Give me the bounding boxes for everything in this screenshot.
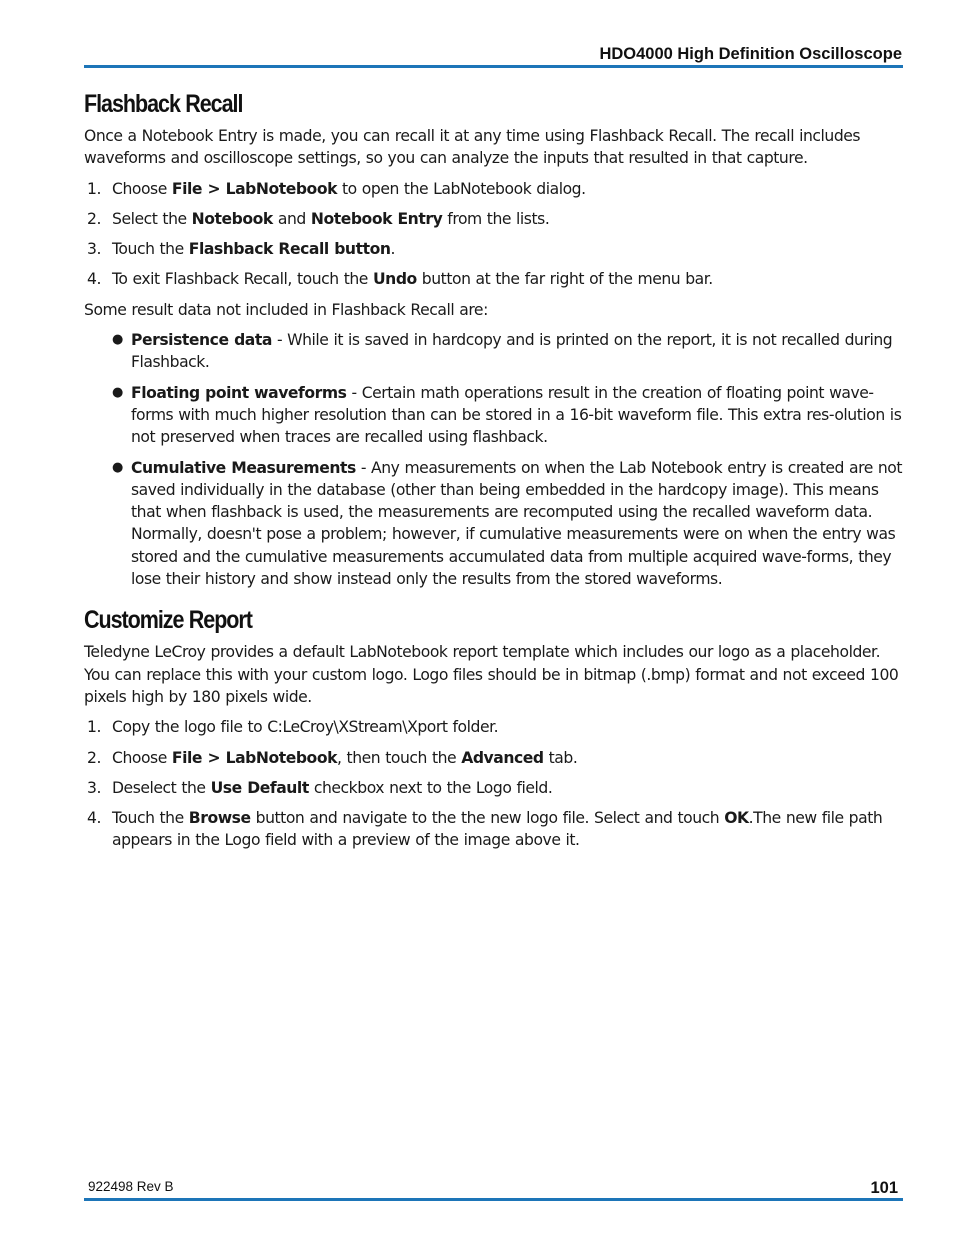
bullet-icon: ● — [112, 332, 123, 348]
list-item — [84, 747, 903, 769]
step-text: Select the — [112, 209, 192, 228]
step-text: tab. — [543, 748, 578, 767]
customize-steps — [84, 716, 903, 851]
list-item — [84, 208, 903, 230]
step-bold: Notebook Entry — [310, 209, 443, 228]
footer-rule — [84, 1198, 903, 1201]
flashback-intro: Once a Notebook Entry is made, you can recall it at any time using Flashback Recall. The recall includes waveforms and oscilloscope settings, so you can analyze the inputs that resulted in that capture. — [84, 127, 861, 168]
customize-intro: Teledyne LeCroy provides a default LabNotebook report template which includes our logo as a placeholder. You can replace this with your custom logo. Logo files should be in bitmap (.bmp) format and not exceed 100 pixels high by 180 pixels wide. — [84, 643, 899, 706]
step-number: 1. — [87, 179, 101, 198]
step-bold: Advanced — [461, 748, 544, 767]
step-number: 2. — [87, 748, 101, 767]
step-bold: Notebook — [191, 209, 273, 228]
list-item — [84, 268, 903, 290]
bullet-term: Floating point waveforms — [131, 383, 347, 402]
list-item — [84, 382, 903, 449]
running-header: HDO4000 High Definition Oscilloscope — [599, 45, 902, 63]
list-item — [84, 329, 903, 374]
step-text: Copy the logo file to C:LeCroy\XStream\Xport folder. — [112, 718, 499, 737]
section-heading-flashback: Flashback Recall — [84, 90, 243, 118]
page-number: 101 — [870, 1179, 898, 1197]
list-item — [84, 238, 903, 260]
header-rule — [84, 65, 903, 68]
step-text: to open the LabNotebook dialog. — [337, 179, 586, 198]
bullet-text: - Certain math operations result in the creation of floating point wave-forms with much higher resolution than can be stored in a 16-bit waveform file. This extra res-olution is not preserved when traces are recalled using flashback. — [131, 383, 902, 447]
step-text: Choose — [112, 179, 172, 198]
step-number: 3. — [87, 778, 101, 797]
flashback-steps — [84, 178, 903, 291]
step-text: Deselect the — [112, 778, 211, 797]
step-text: Touch the — [112, 809, 189, 828]
bullet-icon: ● — [112, 384, 123, 400]
step-number: 4. — [87, 809, 101, 828]
step-text: button at the far right of the menu bar. — [416, 270, 713, 289]
step-text: from the lists. — [442, 209, 550, 228]
step-text: , then touch the — [337, 748, 462, 767]
step-number: 4. — [87, 270, 101, 289]
step-bold: Flashback Recall button — [188, 240, 391, 259]
step-text: button and navigate to the the new logo file. Select and touch — [250, 809, 725, 828]
step-text: checkbox next to the Logo field. — [308, 778, 553, 797]
list-item — [84, 457, 903, 591]
step-bold: OK — [724, 809, 749, 828]
flashback-bullets — [84, 329, 903, 590]
bullet-text: - Any measurements on when the Lab Notebook entry is created are not saved individually in the database (other than being embedded in the hardcopy image). This means that when flashback is used, the measurements are recomputed using the recalled waveform data. Normally, doesn't pose a problem; however, if cumulative measurements were on when the entry was stored and the cumulative measurements accumulated data from multiple acquired wave-forms, they lose their history and show instead only the results from the stored waveforms. — [131, 458, 903, 589]
bullet-term: Cumulative Measurements — [131, 458, 356, 477]
step-text: Choose — [112, 748, 172, 767]
step-bold: Use Default — [210, 778, 309, 797]
step-text: and — [272, 209, 311, 228]
step-number: 1. — [87, 718, 101, 737]
bullet-text: - While it is saved in hardcopy and is printed on the report, it is not recalled during Flashback. — [131, 331, 893, 372]
list-item — [84, 716, 903, 738]
step-bold: File > LabNotebook — [171, 179, 338, 198]
document-id: 922498 Rev B — [88, 1179, 174, 1194]
bullet-term: Persistence data — [131, 331, 272, 350]
step-bold: File > LabNotebook — [171, 748, 338, 767]
bullet-icon: ● — [112, 459, 123, 475]
page-content — [84, 88, 903, 860]
step-bold: Browse — [188, 809, 251, 828]
list-item — [84, 777, 903, 799]
step-bold: Undo — [372, 270, 417, 289]
list-item — [84, 807, 903, 852]
step-text: .The new file path appears in the Logo field with a preview of the image above it. — [112, 809, 883, 850]
step-text: Touch the — [112, 240, 189, 259]
step-text: To exit Flashback Recall, touch the — [112, 270, 373, 289]
step-text: . — [390, 240, 396, 259]
flashback-note: Some result data not included in Flashback Recall are: — [84, 300, 488, 319]
list-item — [84, 178, 903, 200]
step-number: 3. — [87, 240, 101, 259]
section-heading-customize: Customize Report — [84, 606, 252, 635]
step-number: 2. — [87, 209, 101, 228]
